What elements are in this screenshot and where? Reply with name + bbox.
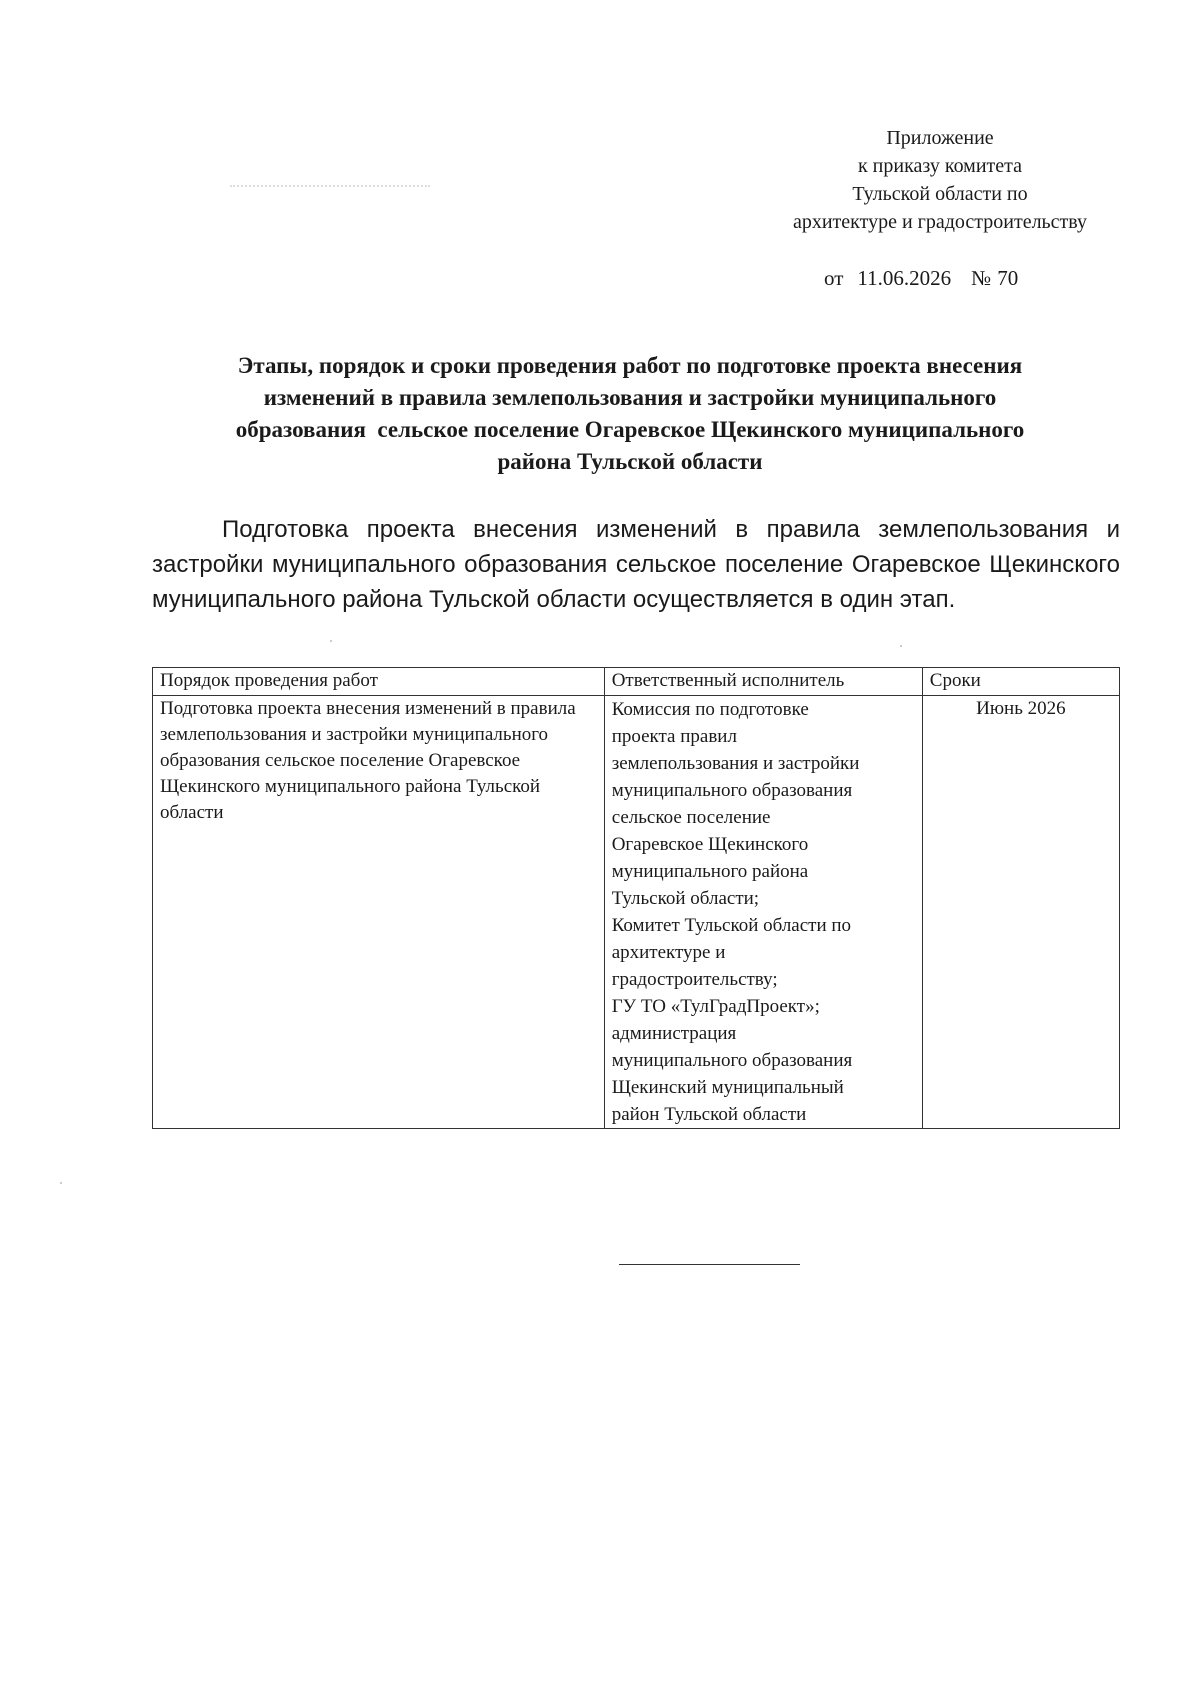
executor-line: Тульской области; <box>611 888 760 909</box>
title-line: изменений в правила землепользования и застройки муниципального <box>263 385 997 410</box>
title-line: Этапы, порядок и сроки проведения работ по подготовке проекта внесения <box>237 353 1023 378</box>
appendix-line: архитектуре и градостроительству <box>792 211 1088 233</box>
executor-line: градостроительству; <box>611 969 778 990</box>
order-reference <box>824 266 1018 291</box>
scan-speck <box>60 1182 62 1184</box>
intro-paragraph: Подготовка проекта внесения изменений в правила землепользования и застройки муниципального образования сельское поселение Огаревское Щекинского муниципального района Тульской области осуществляется в один этап. <box>152 516 1120 613</box>
executor-line: муниципального образования <box>611 780 853 801</box>
cell-order: Подготовка проекта внесения изменений в правила землепользования и застройки муниципального образования сельское поселение Огаревское Щекинского муниципального района Тульской области <box>153 696 605 1129</box>
appendix-header <box>740 124 1140 236</box>
header-term: Сроки <box>922 668 1119 696</box>
scan-speck <box>330 640 332 642</box>
executor-line: ГУ ТО «ТулГрадПроект»; <box>611 996 820 1017</box>
executor-line: сельское поселение <box>611 807 771 828</box>
executor-line: муниципального образования <box>611 1050 853 1071</box>
header-executor: Ответственный исполнитель <box>604 668 922 696</box>
executor-line: Щекинский муниципальный <box>611 1077 844 1098</box>
order-number: 70 <box>997 266 1019 290</box>
title-line: образования сельское поселение Огаревское Щекинского муниципального <box>235 417 1025 442</box>
cell-executor <box>604 696 922 1129</box>
cell-term: Июнь 2026 <box>922 696 1119 1129</box>
order-prefix: от <box>824 266 844 290</box>
table-header-row <box>153 668 1120 696</box>
appendix-line: к приказу комитета <box>857 155 1023 177</box>
executor-line: Огаревское Щекинского <box>611 834 809 855</box>
executor-line: администрация <box>611 1023 737 1044</box>
executor-line: землепользования и застройки <box>611 753 860 774</box>
appendix-line: Приложение <box>886 127 994 149</box>
executor-line: Комиссия по подготовке <box>611 699 809 720</box>
closing-rule <box>619 1264 800 1265</box>
header-order: Порядок проведения работ <box>153 668 605 696</box>
order-number-sign: № <box>971 266 992 290</box>
table-row <box>153 696 1120 1129</box>
order-date: 11.06.2026 <box>857 266 952 290</box>
works-table <box>152 667 1120 1129</box>
document-title <box>140 350 1120 478</box>
executor-line: муниципального района <box>611 861 809 882</box>
faint-stamp-trace <box>230 185 430 193</box>
executor-line: проекта правил <box>611 726 737 747</box>
executor-line: архитектуре и <box>611 942 726 963</box>
executor-line: район Тульской области <box>611 1104 807 1125</box>
scan-speck <box>900 645 902 647</box>
title-line: района Тульской области <box>497 449 763 474</box>
executor-line: Комитет Тульской области по <box>611 915 852 936</box>
appendix-line: Тульской области по <box>852 183 1028 205</box>
